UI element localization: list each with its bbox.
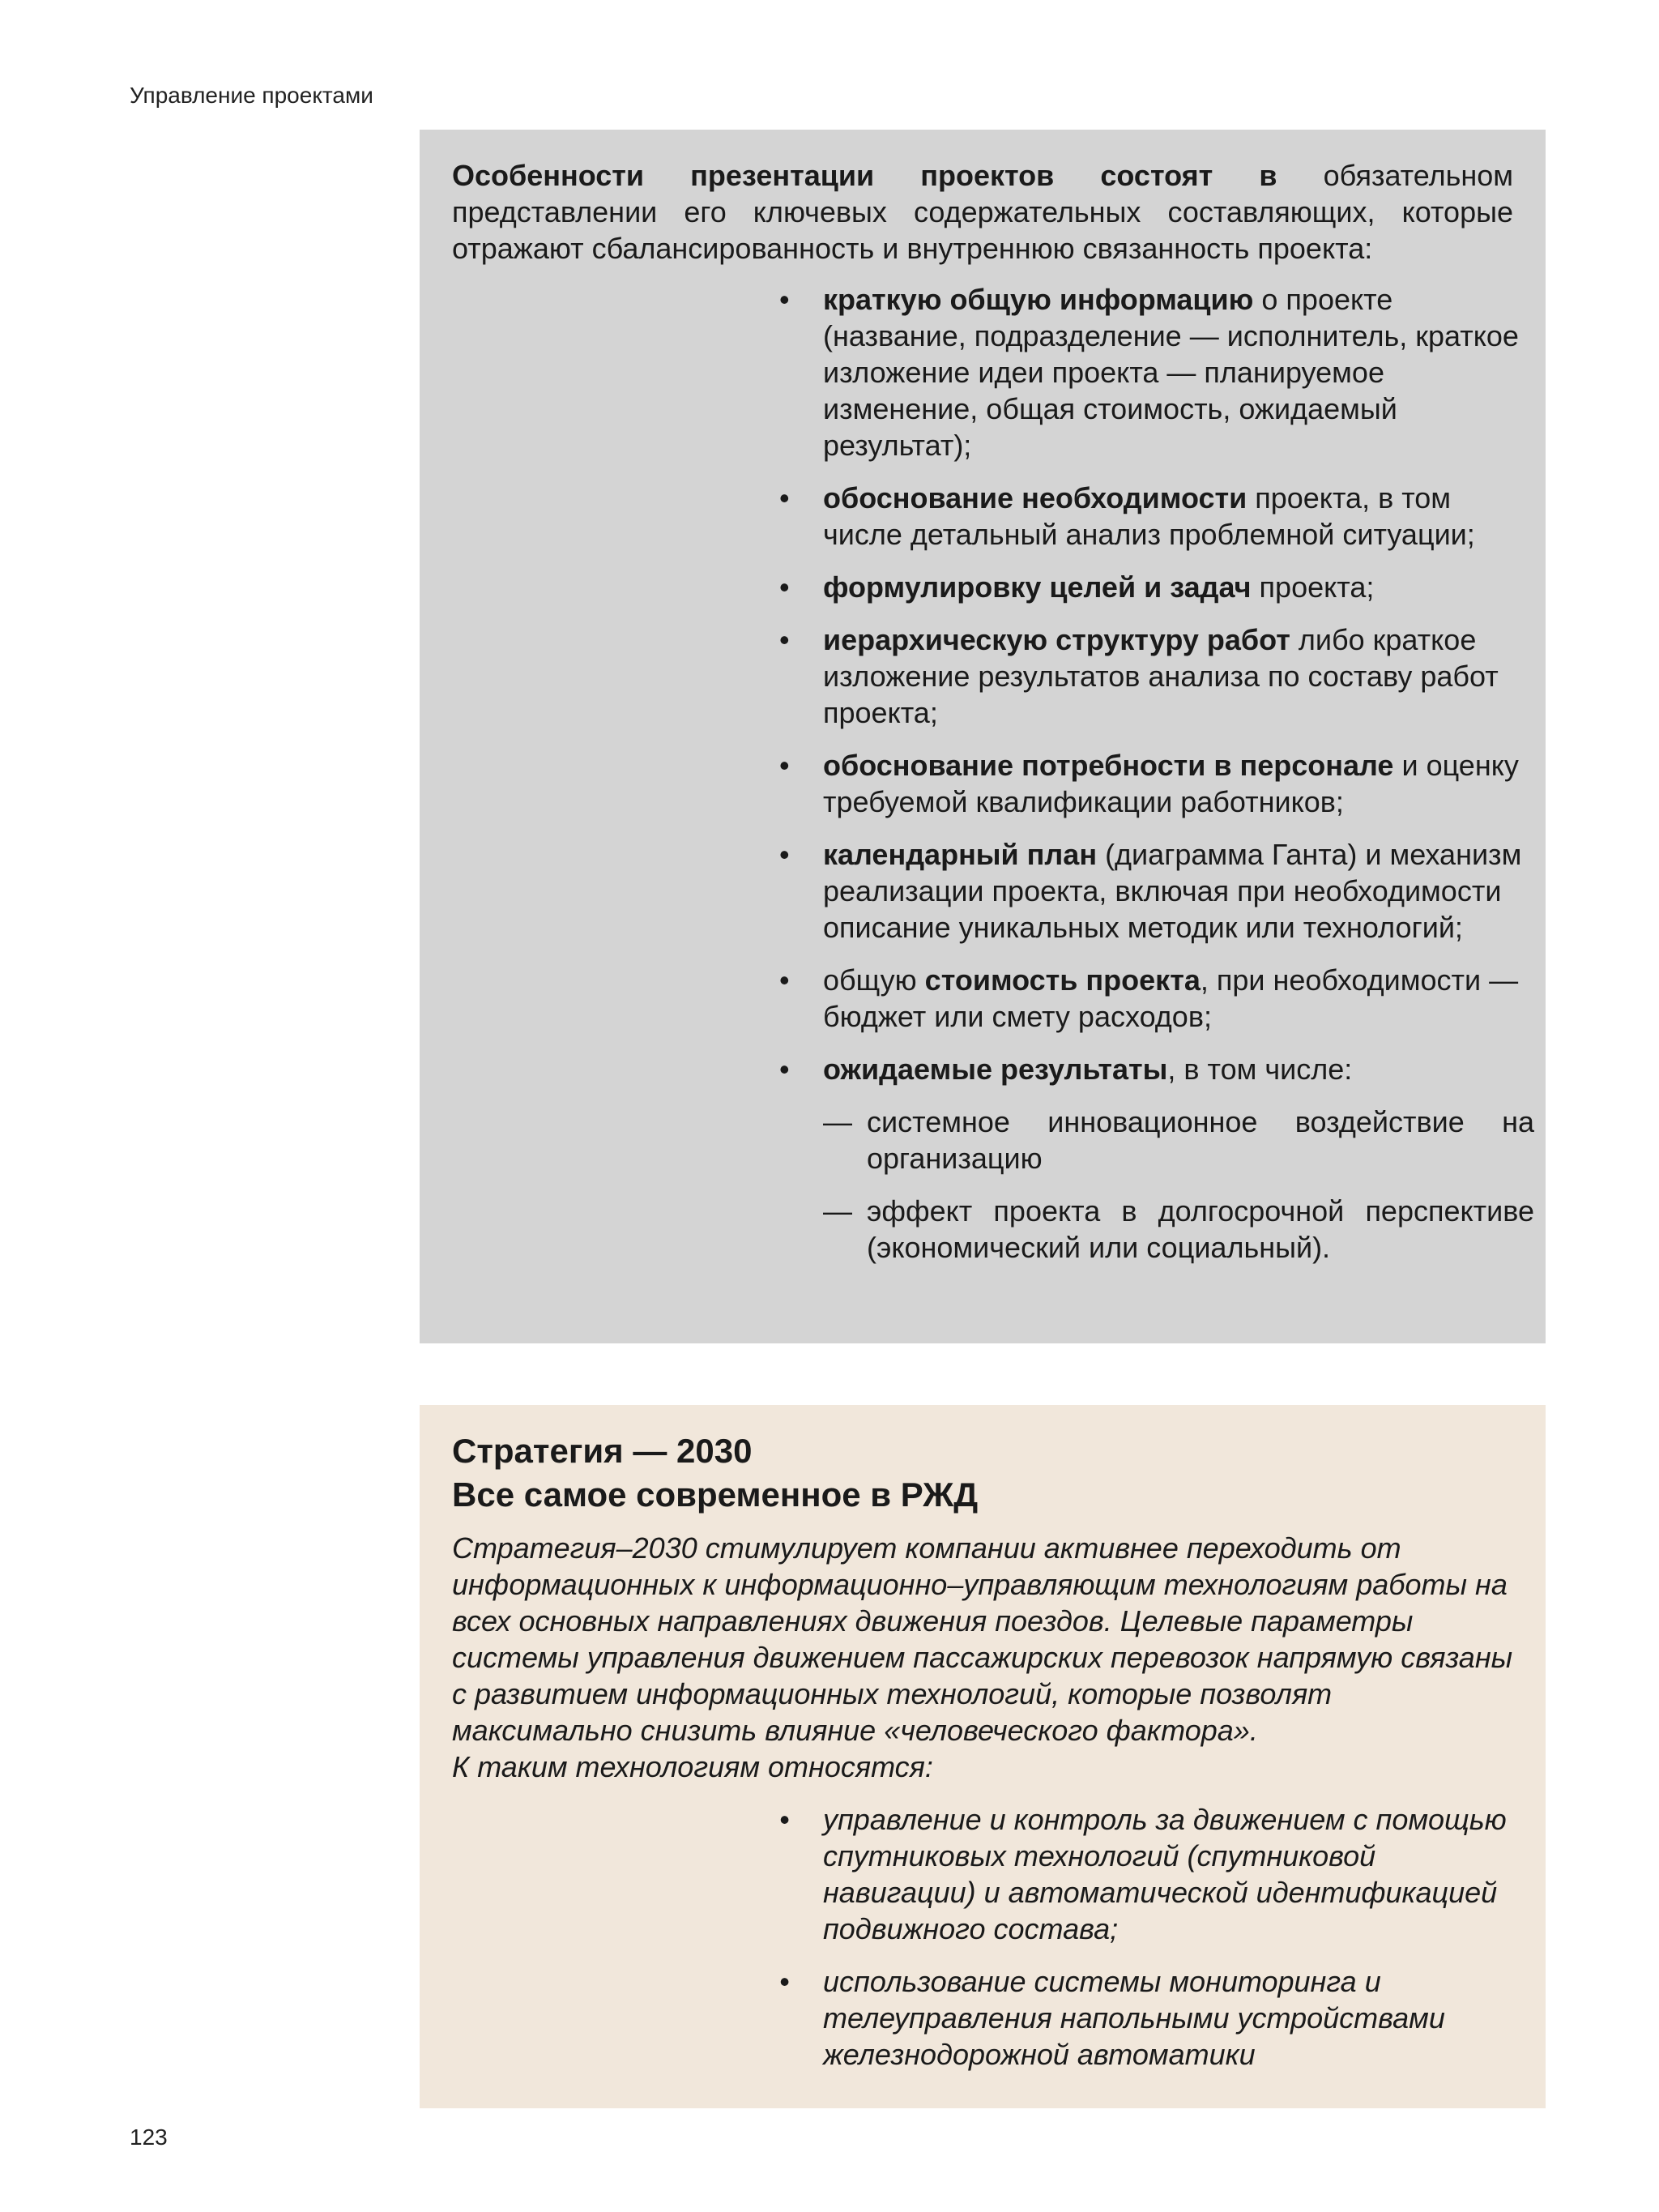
sub-item-text: эффект проекта в долгосрочной перспективе (экономический или социальный). (867, 1194, 1534, 1264)
features-list (779, 281, 1534, 1266)
item-bold: краткую общую информацию (823, 283, 1254, 316)
bullet-icon: • (779, 1965, 790, 1998)
results-sublist (823, 1104, 1534, 1266)
strategy-paragraph (452, 1530, 1513, 1785)
sub-item-text: системное инновационное воздействие на организацию (867, 1105, 1534, 1175)
sub-list-item (823, 1104, 1534, 1176)
item-post: проекта, в том числе детальный анализ проблемной ситуации; (823, 481, 1475, 551)
technologies-list (779, 1801, 1534, 2073)
list-item (779, 569, 1534, 605)
presentation-features-box (420, 130, 1546, 1343)
item-bold: календарный план (823, 838, 1098, 871)
dash-icon: — (823, 1194, 852, 1228)
item-post: (диаграмма Ганта) и механизм реализации проекта, включая при необходимости описание уникальных методик или технологий; (823, 838, 1522, 944)
item-bold: иерархическую структуру работ (823, 623, 1290, 656)
item-post: о проекте (название, подразделение — исполнитель, краткое изложение идеи проекта — планируемое изменение, общая стоимость, ожидаемый результат); (823, 283, 1519, 462)
dash-icon: — (823, 1105, 852, 1138)
technology-item-text: управление и контроль за движением с помощью спутниковых технологий (спутниковой навигации) и автоматической идентификацией подвижного состава; (823, 1803, 1507, 1945)
item-bold: стоимость проекта (924, 963, 1201, 997)
bullet-icon: • (779, 283, 790, 316)
intro-paragraph (452, 157, 1513, 267)
page-number: 123 (130, 2124, 168, 2150)
bullet-icon: • (779, 481, 790, 515)
strategy-title (452, 1429, 1513, 1517)
bullet-icon: • (779, 1803, 790, 1836)
item-post: , в том числе: (1167, 1053, 1353, 1086)
strategy-paragraph-text: Стратегия–2030 стимулирует компании активнее переходить от информационных к информационно–управляющим технологиям работы на всех основных направлениях движения поездов. Целевые параметры системы управления движением пассажирских перевозок напрямую связаны с развитием информационных технологий, которые позволят максимально снизить влияние «человеческого фактора». (452, 1531, 1513, 1747)
intro-rest: обязательном представлении его ключевых содержательных составляющих, которые отражают сбалансированность и внутреннюю связанность проекта: (452, 159, 1514, 265)
list-item (779, 480, 1534, 553)
item-post: либо краткое изложение результатов анализа по составу работ проекта; (823, 623, 1499, 729)
intro-bold: Особенности презентации проектов состоят в (452, 159, 1277, 192)
strategy-2030-box (420, 1405, 1546, 2108)
bullet-icon: • (779, 963, 790, 997)
item-bold: обоснование потребности в персонале (823, 749, 1394, 782)
item-pre: общую (823, 963, 925, 997)
item-post: проекта; (1251, 570, 1375, 604)
running-head: Управление проектами (130, 83, 373, 108)
item-post: и оценку требуемой квалификации работников; (823, 749, 1519, 818)
item-bold: обоснование необходимости (823, 481, 1247, 515)
bullet-icon: • (779, 570, 790, 604)
technology-item-text: использование системы мониторинга и телеуправления напольными устройствами железнодорожной автоматики (823, 1965, 1445, 2071)
list-item (779, 281, 1534, 463)
strategy-lead-in: К таким технологиям относятся: (452, 1750, 933, 1783)
bullet-icon: • (779, 623, 790, 656)
bullet-icon: • (779, 838, 790, 871)
item-post: , при необходимости — бюджет или смету расходов; (823, 963, 1519, 1033)
list-item (779, 836, 1534, 946)
item-bold: формулировку целей и задач (823, 570, 1252, 604)
list-item (779, 747, 1534, 820)
bullet-icon: • (779, 749, 790, 782)
list-item (779, 962, 1534, 1035)
strategy-title-line1: Стратегия — 2030 (452, 1432, 753, 1470)
bullet-icon: • (779, 1053, 790, 1086)
list-item (779, 1963, 1534, 2073)
list-item (779, 1801, 1534, 1947)
list-item (779, 621, 1534, 731)
item-bold: ожидаемые результаты (823, 1053, 1168, 1086)
sub-list-item (823, 1193, 1534, 1266)
strategy-title-line2: Все самое современное в РЖД (452, 1475, 979, 1514)
list-item (779, 1051, 1534, 1266)
